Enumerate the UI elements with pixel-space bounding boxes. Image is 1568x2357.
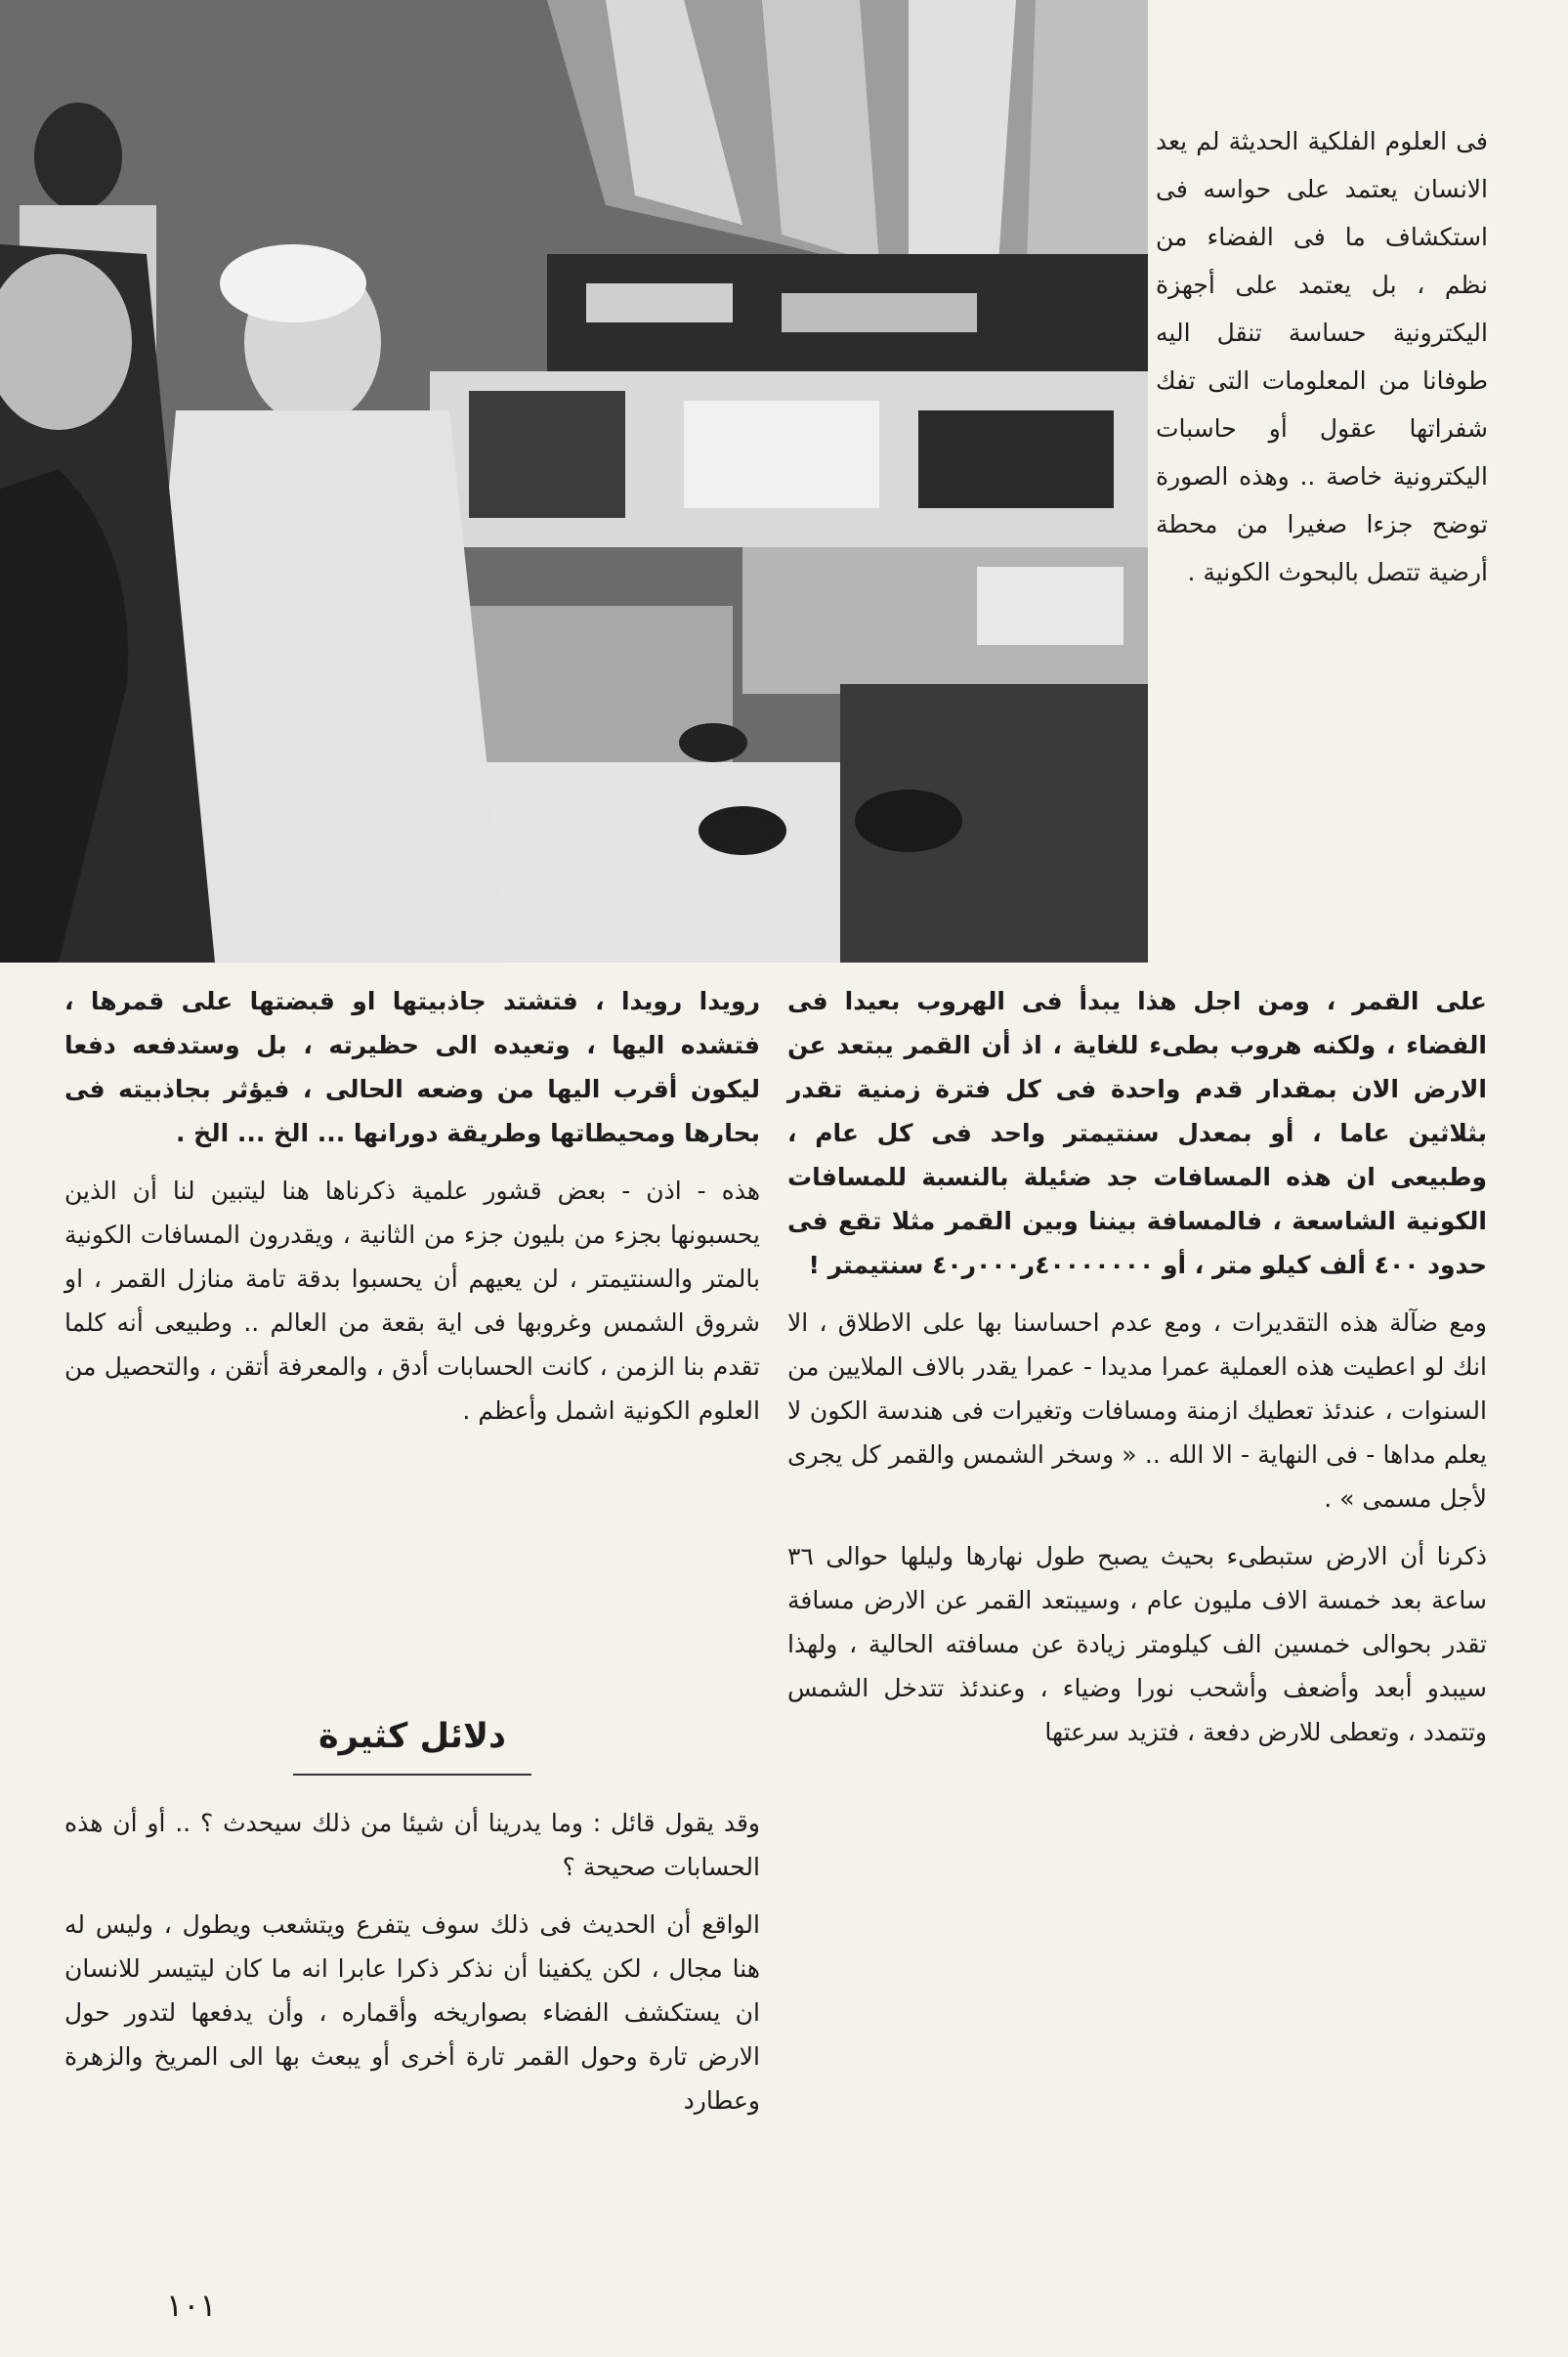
- article-paragraph: ومع ضآلة هذه التقديرات ، ومع عدم احساسنا بها على الاطلاق ، الا انك لو اعطيت هذه العملية عمرا مديدا - عمرا يقدر بالاف الملايين من السنوات ، عندئذ تعطيك ازمنة ومسافات وتغيرات فى هندسة الكون لا يعلم مداها - فى النهاية - الا الله .. « وسخر الشمس والقمر كل يجرى لأجل مسمى » .: [787, 1308, 1487, 1513]
- article-paragraph: ذكرنا أن الارض ستبطىء بحيث يصبح طول نهارها وليلها حوالى ٣٦ ساعة بعد خمسة الاف مليون عام ، وسيبتعد القمر عن الارض مسافة تقدر بحوالى خمسين الف كيلومتر زيادة عن مسافته الحالية ، ولهذا سيبدو أبعد وأضعف وأشحب نورا وضياء ، وعندئذ تتدخل الشمس وتتمدد ، وتعطى للارض دفعة ، فتزيد سرعتها: [787, 1542, 1487, 1746]
- article-paragraph: الواقع أن الحديث فى ذلك سوف يتفرع ويتشعب ويطول ، وليس له هنا مجال ، لكن يكفينا أن نذكر ذكرا عابرا انه ما كان ليتيسر للانسان ان يستكشف الفضاء بصواريخه وأقماره ، وأن يدفعها لتدور حول الارض تارة وحول القمر تارة أخرى أو يبعث بها الى المريخ والزهرة وعطارد: [64, 1910, 760, 2115]
- page-number: ١٠١: [166, 2287, 217, 2324]
- photo-caption: فى العلوم الفلكية الحديثة لم يعد الانسان يعتمد على حواسه فى استكشاف ما فى الفضاء من نظم ، بل يعتمد على أجهزة اليكترونية حساسة تنقل اليه طوفانا من المعلومات التى تفك شفراتها عقول أو حاسبات اليكترونية خاصة .. وهذه الصورة توضح جزءا صغيرا من محطة أرضية تتصل بالبحوث الكونية .: [1156, 127, 1488, 586]
- article-paragraph: هذه - اذن - بعض قشور علمية ذكرناها هنا ليتبين لنا أن الذين يحسبونها بجزء من بليون جزء من الثانية ، ويقدرون المسافات الكونية بالمتر والسنتيمتر ، لن يعيهم أن يحسبوا بدقة تامة منازل القمر ، او شروق الشمس وغروبها فى اية بقعة من العالم .. وطبيعى أنه كلما تقدم بنا الزمن ، كانت الحسابات أدق ، والمعرفة أتقن ، والتحصيل من العلوم الكونية اشمل وأعظم .: [64, 1177, 760, 1425]
- article-column-right: [787, 979, 1487, 1768]
- photo-illustration-icon: [0, 0, 1148, 963]
- heading-divider: [293, 1774, 531, 1776]
- article-paragraph: على القمر ، ومن اجل هذا يبدأ فى الهروب بعيدا فى الفضاء ، ولكنه هروب بطىء للغاية ، اذ أن القمر يبتعد عن الارض الان بمقدار قدم واحدة فى كل فترة زمنية تقدر بثلاثين عاما ، أو بمعدل سنتيمتر واحد فى كل عام ، وطبيعى ان هذه المسافات جد ضئيلة بالنسبة للمسافات الكونية الشاسعة ، فالمسافة بيننا وبين القمر مثلا تقع فى حدود ٤٠٠ ألف كيلو متر ، أو ٤٠٠٠٠٠٠٠ر٠٠٠ر٤٠ سنتيمتر !: [787, 987, 1487, 1279]
- section-heading: دلائل كثيرة: [318, 1717, 506, 1756]
- article-paragraph: وقد يقول قائل : وما يدرينا أن شيئا من ذلك سيحدث ؟ .. أو أن هذه الحسابات صحيحة ؟: [64, 1809, 760, 1881]
- control-room-photo: [0, 0, 1148, 963]
- article-paragraph: رويدا رويدا ، فتشتد جاذبيتها او قبضتها على قمرها ، فتشده اليها ، وتعيده الى حظيرته ، بل وستدفعه دفعا ليكون أقرب اليها من وضعه الحالى ، فيؤثر بجاذبيته فى بحارها ومحيطاتها وطريقة دورانها ... الخ ... الخ .: [64, 987, 760, 1147]
- article-column-left: [64, 979, 760, 1446]
- article-column-left-bottom: [64, 1801, 760, 2136]
